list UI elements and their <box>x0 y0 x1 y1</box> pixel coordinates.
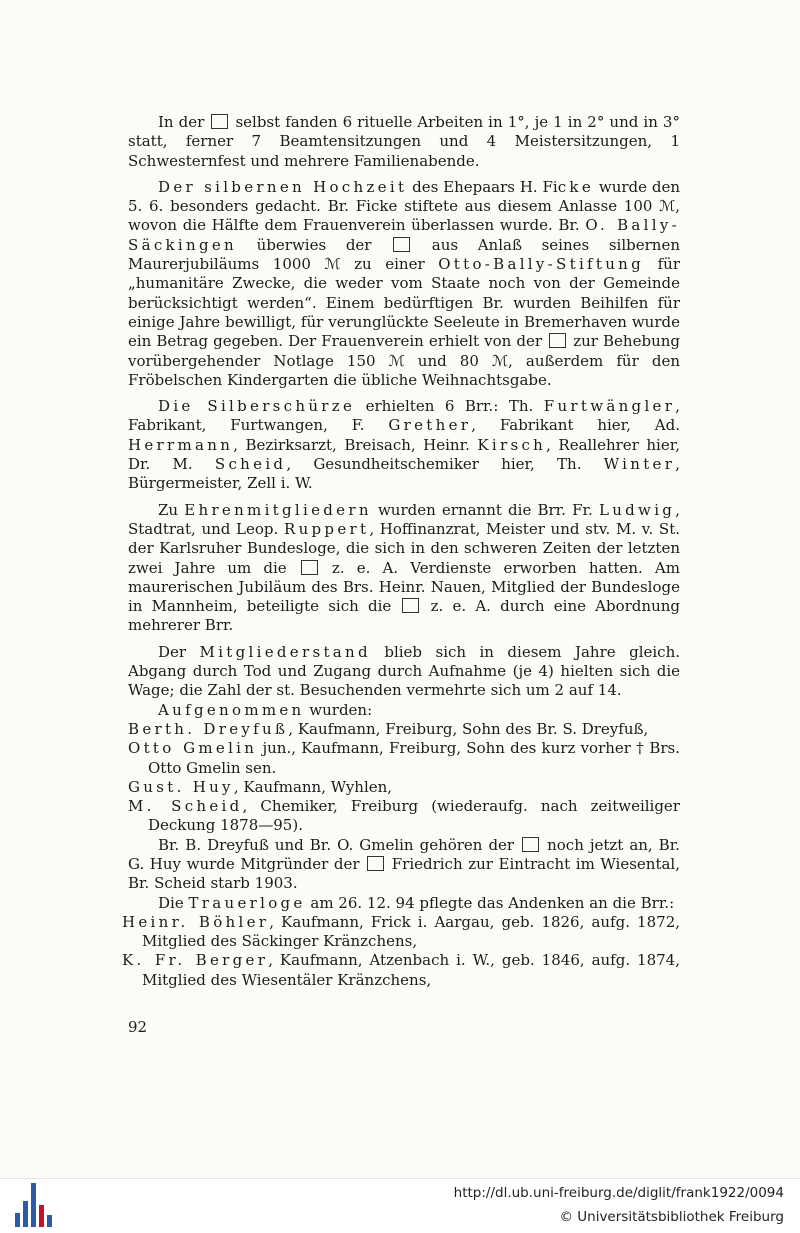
spaced-term: Aufgenommen <box>158 700 305 719</box>
text-run: z. e. A. durch eine Abordnung mehrerer Brr. <box>128 597 680 635</box>
text-run: des Ehepaars H. Fi <box>407 177 558 196</box>
spaced-name: Scheid <box>214 455 287 474</box>
text-run: , Chemiker, Freiburg (wiederaufg. nach zeitweiliger Deckung 1878—95). <box>148 797 680 835</box>
text-run: aus Anlaß seines silbernen Maurerjubiläums 1000 ℳ zu einer <box>128 235 680 274</box>
text-run: Die <box>158 893 189 912</box>
spaced-term: Trauerloge <box>188 893 306 912</box>
list-item-admitted <box>128 720 680 739</box>
paragraph-silver-apron <box>128 397 680 493</box>
text-run: z. e. A. Verdienste erworben hatten. Am maurerischen Jubiläum des Brs. Heinr. Nauen, Mitglied der Bundesloge in Mannheim, beteiligte sich die <box>128 558 680 616</box>
text-run: In der <box>158 113 210 131</box>
lodge-symbol-icon <box>367 856 384 871</box>
spaced-name: Heinr. Böhler <box>122 912 270 931</box>
spaced-name: Berth. Dreyfuß <box>128 719 289 738</box>
spaced-term: Mitgliederstand <box>199 642 371 661</box>
text-run: , Kaufmann, Wyhlen, <box>233 777 393 796</box>
spaced-name: K. Fr. Berger <box>122 951 269 970</box>
footer-bar <box>0 1178 800 1233</box>
lodge-symbol-icon <box>549 333 566 348</box>
text-run: blieb sich in diesem Jahre gleich. Abgang durch Tod und Zugang durch Aufnahme (je 4) hielten sich die Wage; die Zahl der st. Besuchenden vermehrte sich um 2 auf 14. <box>128 642 680 700</box>
list-item-deceased <box>122 913 680 952</box>
text-run: , Kaufmann, Atzenbach i. W., geb. 1846, aufg. 1874, Mitglied des Wiesentäler Kränzchens, <box>142 951 680 989</box>
paragraph-admitted-heading <box>128 701 680 720</box>
text-run: wurden: <box>304 700 373 719</box>
spaced-name: Winter <box>603 455 676 474</box>
paragraph-silver-wedding <box>128 178 680 390</box>
list-item-admitted <box>128 797 680 836</box>
copyright-text: © Universitätsbibliothek Freiburg <box>559 1209 784 1225</box>
lodge-symbol-icon <box>402 598 419 613</box>
spaced-term: Ehrenmitgliedern <box>184 500 372 519</box>
spaced-term: Die Silberschürze <box>158 397 356 416</box>
spaced-name: Grether <box>388 416 472 435</box>
text-run: , Fabrikant, Furtwangen, F. <box>128 397 680 435</box>
text-run: für „humanitäre Zwecke, die weder vom Staate noch von der Gemeinde berücksichtigt werden“. Einem bedürftigen Br. wurden Beihilfen für einige Jahre bewilligt, für verunglückte Seeleute in Bremerhaven wurde ein Betrag gegeben. Der Frauenverein erhielt von der <box>128 255 680 351</box>
text-run: , Fabrikant hier, Ad. <box>471 416 680 435</box>
spaced-name: Ruppert <box>283 519 370 538</box>
list-item-admitted <box>128 739 680 778</box>
text-run: Der <box>158 642 200 661</box>
page-number: 92 <box>128 1018 148 1036</box>
spaced-term: O. Bally-Säckingen <box>128 216 680 254</box>
paragraph-rituals <box>128 113 680 171</box>
text-run: Br. B. Dreyfuß und Br. O. Gmelin gehören der <box>158 835 521 854</box>
paragraph-admitted-fate <box>128 836 680 894</box>
lodge-symbol-icon <box>211 114 228 129</box>
text-run: wurde den 5. 6. besonders gedacht. Br. Ficke stiftete aus diesem Anlasse 100 ℳ, wovon die Hälfte dem Frauenverein überlassen wurde. Br. <box>128 177 680 235</box>
list-item-deceased <box>122 951 680 990</box>
text-run: , Bezirksarzt, Breisach, Heinr. <box>233 435 478 454</box>
text-run: Friedrich zur Eintracht im Wiesental, Br. Scheid starb 1903. <box>128 854 680 893</box>
text-run: jun., Kaufmann, Freiburg, Sohn des kurz vorher † Brs. Otto Gmelin sen. <box>148 739 681 777</box>
spaced-name: Kirsch <box>477 435 547 454</box>
paragraph-membership <box>128 643 680 701</box>
spaced-name: Gust. Huy <box>128 777 234 796</box>
text-run: , Hoffinanzrat, Meister und stv. M. v. St. der Karlsruher Bundesloge, die sich in den schweren Zeiten der letzten zwei Jahre um die <box>128 519 680 577</box>
library-logo-icon <box>14 1183 52 1227</box>
text-run: , Kaufmann, Frick i. Aargau, geb. 1826, aufg. 1872, Mitglied des Säckinger Kränzchens, <box>142 912 681 951</box>
paragraph-mourning-lodge <box>128 894 680 913</box>
text-run: erhielten 6 Brr.: Th. <box>355 397 544 416</box>
spaced-name: Herrmann <box>128 435 234 454</box>
text-run: wurden ernannt die Brr. Fr. <box>371 500 599 519</box>
text-run: überwies der <box>237 235 392 254</box>
text-run: , Stadtrat, und Leop. <box>128 500 680 538</box>
spaced-name: Otto Gmelin <box>128 739 258 758</box>
text-run: Zu <box>158 500 185 519</box>
list-item-admitted <box>128 778 680 797</box>
text-run: , Gesundheitschemiker hier, Th. <box>286 455 604 474</box>
spaced-name: Ludwig <box>598 500 676 519</box>
text-run: zur Behebung vorübergehender Notlage 150 ℳ und 80 ℳ, außerdem für den Fröbelschen Kindergarten die übliche Weihnachtsgabe. <box>128 332 680 389</box>
spaced-term: cke <box>557 177 595 196</box>
lodge-symbol-icon <box>301 560 318 575</box>
spaced-term: Otto-Bally-Stiftung <box>438 255 645 274</box>
spaced-term: Der silbernen Hochzeit <box>158 177 408 196</box>
paragraph-honorary-members <box>128 501 680 636</box>
text-run: selbst fanden 6 rituelle Arbeiten in 1°, je 1 in 2° und in 3° statt, ferner 7 Beamtensitzungen und 4 Meistersitzungen, 1 Schwesternfest und mehrere Familienabende. <box>128 113 680 170</box>
source-url-link[interactable]: http://dl.ub.uni-freiburg.de/diglit/frank1922/0094 <box>453 1185 784 1201</box>
spaced-name: M. Scheid <box>128 797 243 816</box>
text-run: am 26. 12. 94 pflegte das Andenken an die Brr.: <box>305 893 675 912</box>
lodge-symbol-icon <box>393 237 410 252</box>
text-run: , Bürgermeister, Zell i. W. <box>128 455 680 493</box>
text-run: , Kaufmann, Freiburg, Sohn des Br. S. Dreyfuß, <box>288 719 649 738</box>
spaced-name: Furtwängler <box>543 397 676 416</box>
text-run: noch jetzt an, Br. G. Huy wurde Mitgründer der <box>128 835 681 873</box>
text-run: , Reallehrer hier, Dr. M. <box>128 435 680 474</box>
lodge-symbol-icon <box>522 837 539 852</box>
page-body-text <box>122 113 681 990</box>
